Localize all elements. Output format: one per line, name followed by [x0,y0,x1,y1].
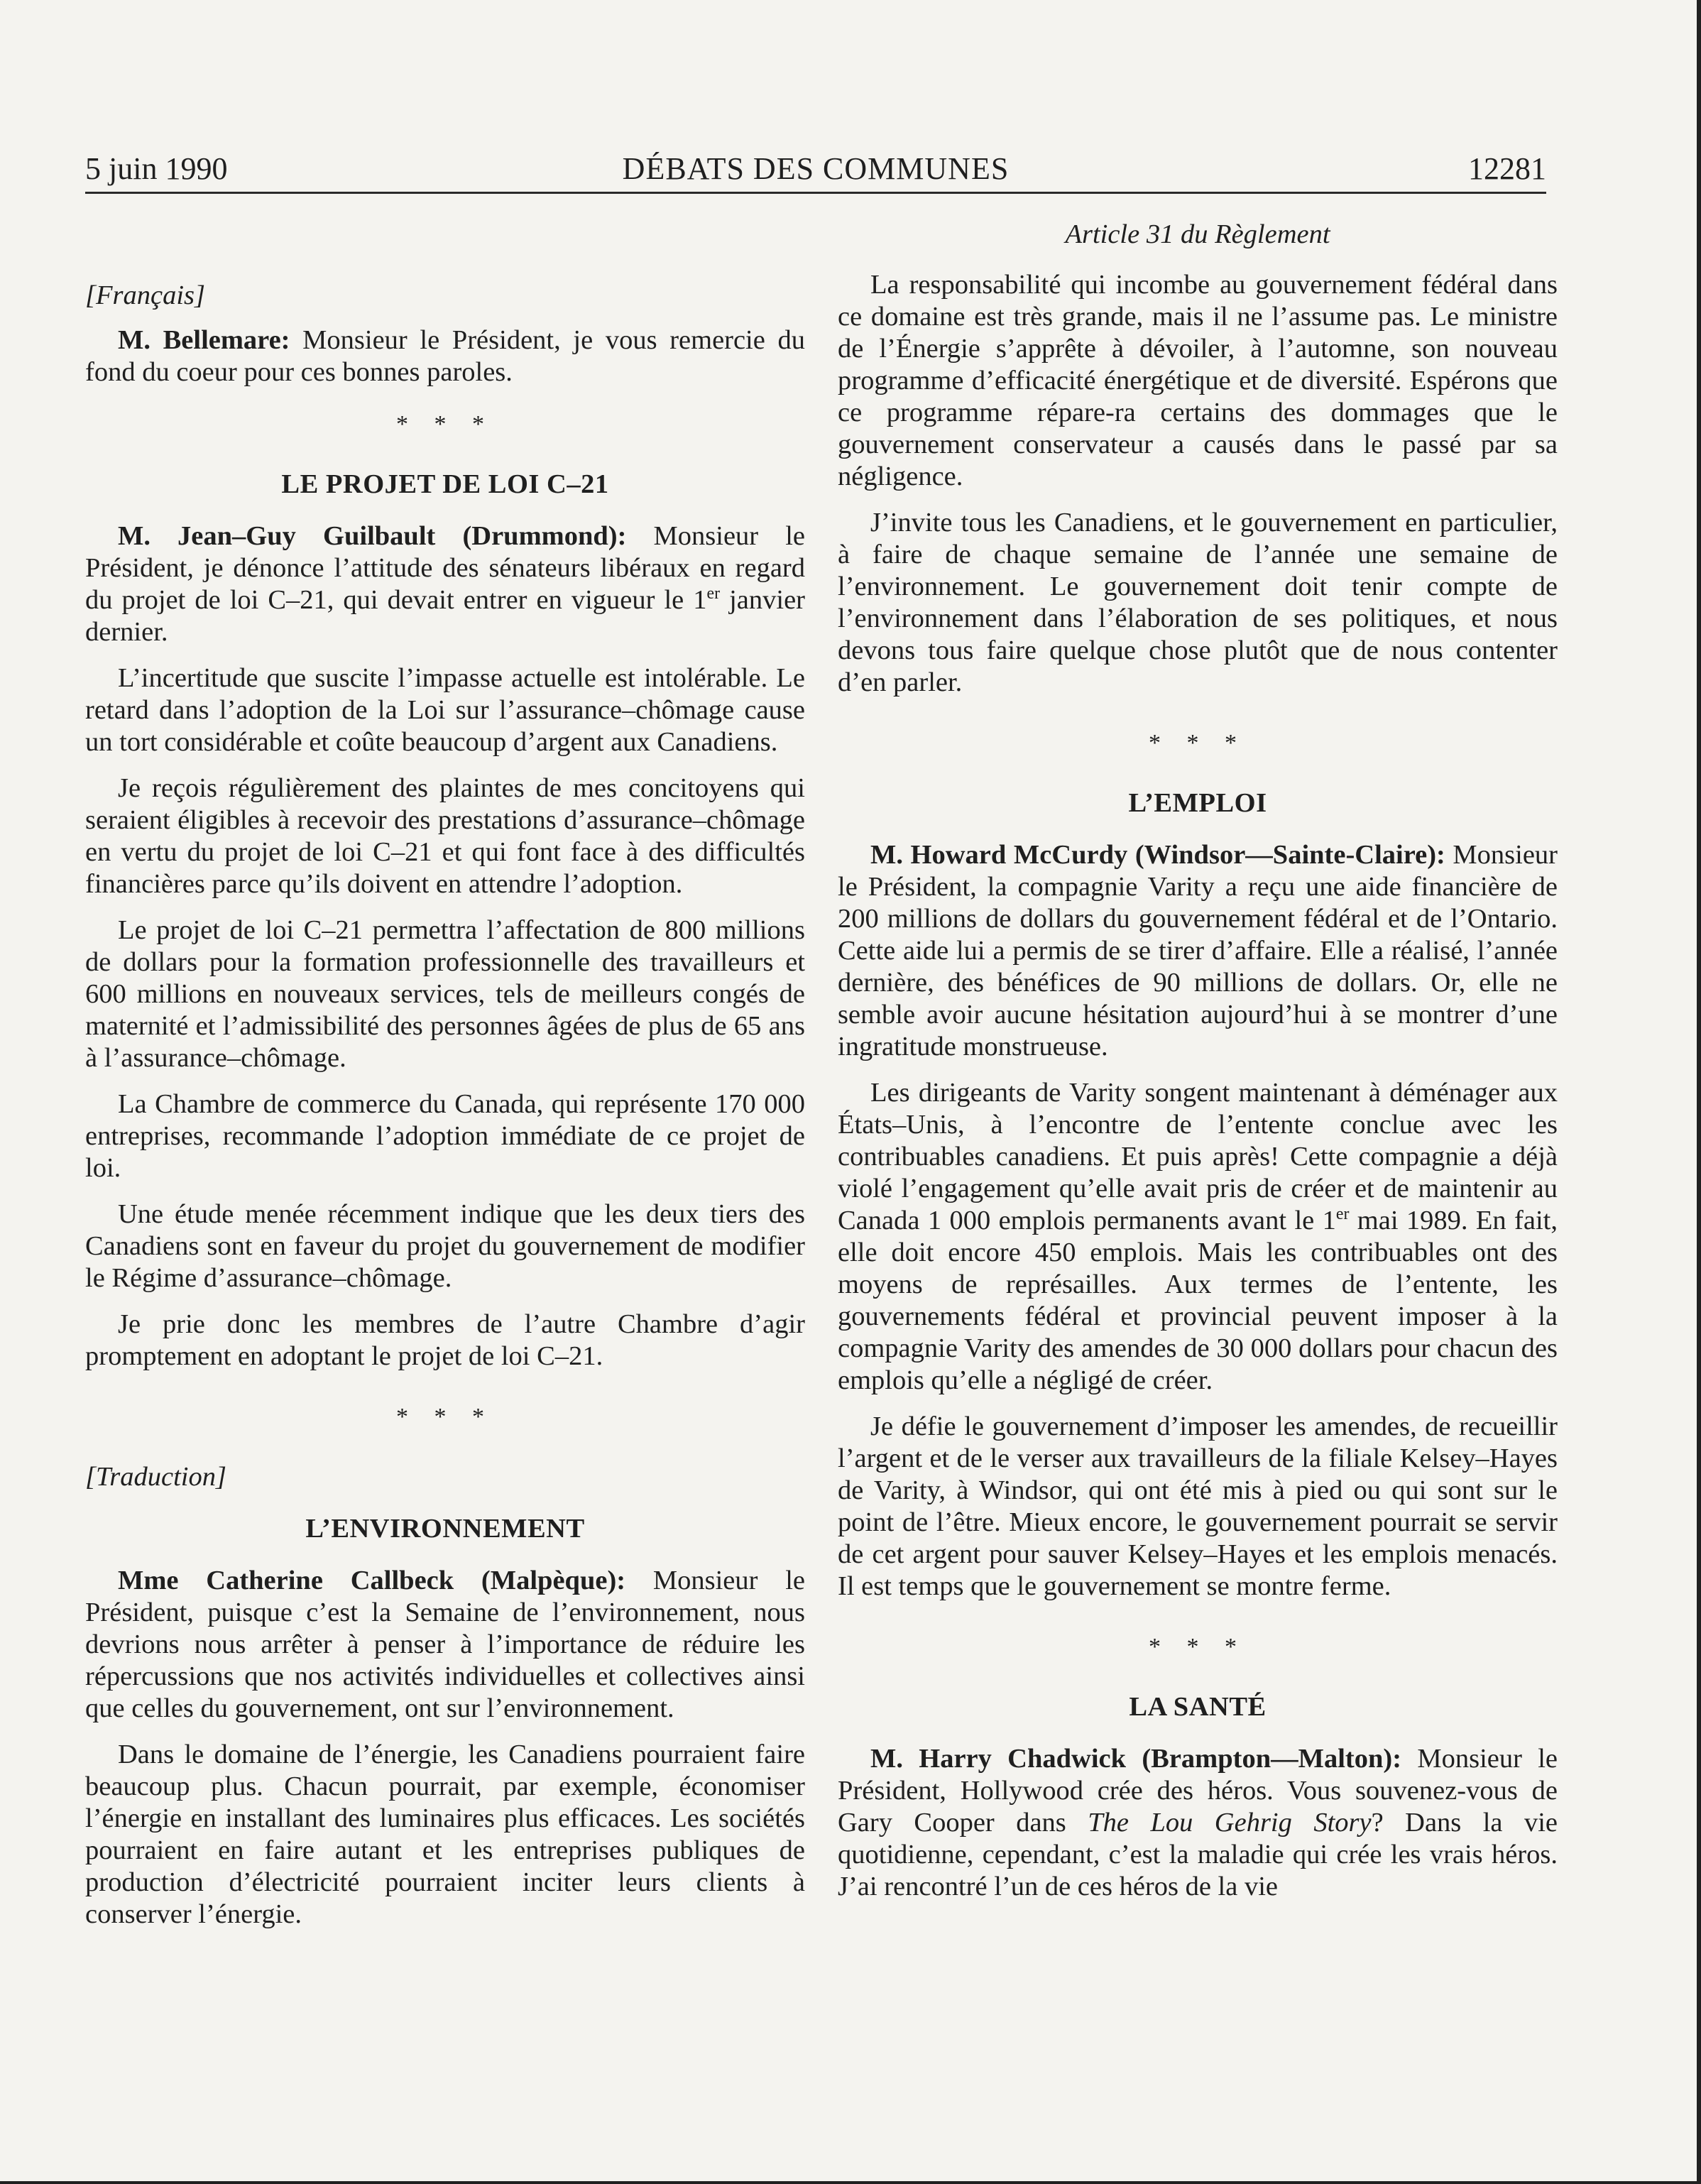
speaker-name: M. Jean–Guy Guilbault (Drummond): [118,521,627,551]
paragraph-chadwick [838,1743,1558,1903]
speech-text: Monsieur le Président, la compagnie Varity a reçu une aide financière de 200 millions de dollars du gouvernement fédéral et de l’Ontario. Cette aide lui a permis de se tirer d’affaire. Elle a réalisé, l’année dernière, des bénéfices de 90 millions de dollars. Or, elle ne semble avoir aucune hésitation aujourd’hui à se montrer d’une ingratitude monstrueuse. [838,840,1558,1061]
page-edge-bottom [0,2181,1701,2184]
paragraph-callbeck [85,1565,805,1725]
speaker-name: M. Howard McCurdy (Windsor—Sainte-Claire): [870,840,1445,870]
section-heading-c21: LE PROJET DE LOI C–21 [281,469,609,499]
paragraph: La Chambre de commerce du Canada, qui représente 170 000 entreprises, recommande l’adoption immédiate de ce projet de loi. [85,1089,805,1183]
paragraph-varity [838,1077,1558,1397]
paragraph: J’invite tous les Canadiens, et le gouvernement en particulier, à faire de chaque semaine de l’année une semaine de l’environnement. Le gouvernement doit tenir compte de l’environnement dans l’élaboration de ses politiques, et nous devons tous faire quelque chose plutôt que de nous contenter d’en parler. [838,508,1558,697]
speech-text: mai 1989. En fait, elle doit encore 450 emplois. Mais les contribuables ont des moyens de représailles. Aux termes de l’entente, les gouvernements fédéral et provincial peuvent imposer à la compagnie Varity des amendes de 30 000 dollars pour chacun des emplois qu’elle a négligé de créer. [838,1206,1558,1395]
paragraph: Je prie donc les membres de l’autre Chambre d’agir promptement en adoptant le projet de loi C–21. [85,1309,805,1371]
section-heading-environnement: L’ENVIRONNEMENT [305,1514,585,1544]
superscript: er [706,584,721,604]
speech-text: Monsieur le Président, puisque c’est la Semaine de l’environnement, nous devrions nous arrêter à penser à l’importance de réduire les répercussions que nos activités individuelles et collectives ainsi que celles du gouvernement, ont sur l’environnement. [85,1566,805,1723]
speaker-name: M. Harry Chadwick (Brampton—Malton): [870,1744,1402,1774]
speech-text: Monsieur le Président, je dénonce l’attitude des sénateurs libéraux en regard du projet de loi C–21, qui devait entrer en vigueur le 1 [85,521,805,615]
running-header [85,151,1546,195]
section-separator: * * * [1149,1634,1247,1660]
right-column [838,219,1558,1917]
page-edge-right [1697,0,1701,2184]
header-date: 5 juin 1990 [85,151,228,186]
left-column [85,219,805,1945]
paragraph: Je défie le gouvernement d’imposer les amendes, de recueillir l’argent et de le verser aux travailleurs de la filiale Kelsey–Hayes de Varity, à Windsor, qui ont été mis à pied ou qui sont sur le point de l’être. Mieux encore, le gouvernement pourrait se servir de cet argent pour sauver Kelsey–Hayes et les emplois menacés. Il est temps que le gouvernement se montre ferme. [838,1412,1558,1601]
header-title: DÉBATS DES COMMUNES [622,151,1010,186]
paragraph: L’incertitude que suscite l’impasse actuelle est intolérable. Le retard dans l’adoption de la Loi sur l’assurance–chômage cause un tort considérable et coûte beaucoup d’argent aux Canadiens. [85,663,805,757]
film-title: The Lou Gehrig Story [1088,1808,1372,1838]
speaker-name: M. Bellemare: [118,325,290,355]
language-note-francais: [Français] [85,280,205,310]
paragraph-bellemare [85,324,805,388]
speech-text: Monsieur le Président, je vous remercie du fond du coeur pour ces bonnes paroles. [85,325,805,387]
section-separator: * * * [396,411,494,437]
article-reference: Article 31 du Règlement [1065,219,1330,249]
page-number: 12281 [1468,151,1546,186]
speaker-name: Mme Catherine Callbeck (Malpèque): [118,1566,626,1595]
paragraph: Une étude menée récemment indique que les deux tiers des Canadiens sont en faveur du projet du gouvernement de modifier le Régime d’assurance–chômage. [85,1199,805,1293]
paragraph: Dans le domaine de l’énergie, les Canadiens pourraient faire beaucoup plus. Chacun pourrait, par exemple, économiser l’énergie en installant des luminaires plus efficaces. Les sociétés pourraient en faire autant et les entreprises publiques de production d’électricité pourraient inciter leurs clients à conserver l’énergie. [85,1740,805,1929]
header-rule [85,192,1546,194]
speech-text: ? Dans la vie quotidienne, cependant, c’est la maladie qui crée les vrais héros. J’ai rencontré l’un de ces héros de la vie [838,1808,1558,1901]
section-separator: * * * [396,1404,494,1430]
speech-text: janvier dernier. [85,585,806,647]
paragraph: Je reçois régulièrement des plaintes de mes concitoyens qui seraient éligibles à recevoir des prestations d’assurance–chômage en vertu du projet de loi C–21 et qui font face à des difficultés financières parce qu’ils doivent en attendre l’adoption. [85,773,805,899]
speech-text: Les dirigeants de Varity songent maintenant à déménager aux États–Unis, à l’encontre de l’entente conclue avec les contribuables canadiens. Et puis après! Cette compagnie a déjà violé l’engagement qu’elle avait pris de créer et de maintenir au Canada 1 000 emplois permanents avant le 1 [838,1078,1558,1235]
section-separator: * * * [1149,730,1247,756]
section-heading-emploi: L’EMPLOI [1128,788,1267,818]
paragraph-guilbault [85,520,805,648]
section-heading-sante: LA SANTÉ [1129,1692,1267,1722]
paragraph-mccurdy [838,839,1558,1063]
paragraph: La responsabilité qui incombe au gouvernement fédéral dans ce domaine est très grande, mais il ne l’assume pas. Le ministre de l’Énergie s’apprête à dévoiler, à l’automne, son nouveau programme d’efficacité énergétique et de diversité. Espérons que ce programme répare-ra certains des dommages que le gouvernement conservateur a causés dans le passé par sa négligence. [838,270,1558,491]
speech-text: Monsieur le Président, Hollywood crée des héros. Vous souvenez-vous de Gary Cooper dans [838,1744,1558,1838]
language-note-traduction: [Traduction] [85,1462,226,1492]
superscript: er [1335,1205,1350,1224]
paragraph: Le projet de loi C–21 permettra l’affectation de 800 millions de dollars pour la formation professionnelle des travailleurs et 600 millions en nouveaux services, tels de meilleurs congés de maternité et l’admissibilité des personnes âgées de plus de 65 ans à l’assurance–chômage. [85,915,805,1073]
